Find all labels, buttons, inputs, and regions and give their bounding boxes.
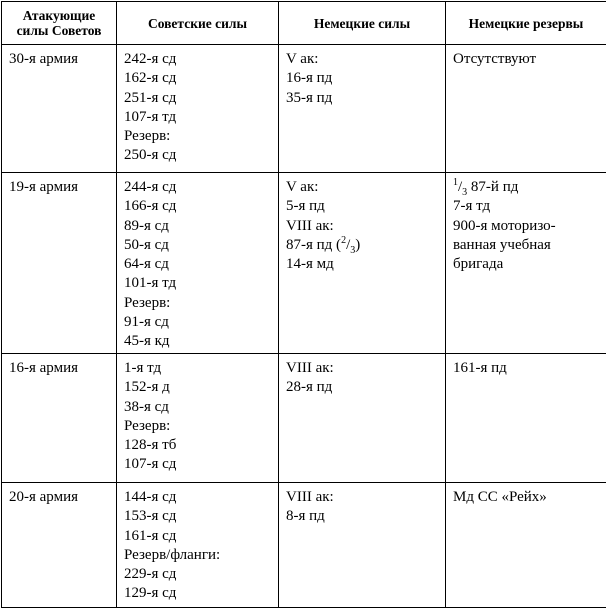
header-soviet-forces [117, 2, 279, 45]
unit-line: 64-я сд [124, 255, 274, 274]
unit-line: 244-я сд [124, 178, 274, 197]
unit-line: 229-я сд [124, 565, 274, 584]
unit-line: 250-я сд [124, 146, 274, 165]
unit-line: Отсутствуют [453, 50, 602, 69]
unit-line: 161-я сд [124, 527, 274, 546]
german-forces-cell [279, 354, 446, 483]
unit-line: 153-я сд [124, 507, 274, 526]
unit-line: 900-я моторизо- [453, 217, 602, 236]
unit-line: Резерв: [124, 294, 274, 313]
german-forces-cell [279, 483, 446, 608]
soviet-forces-cell [117, 45, 279, 173]
unit-line: Резерв: [124, 417, 274, 436]
german-forces-cell [279, 173, 446, 354]
unit-line: 129-я сд [124, 584, 274, 603]
german-reserves-cell [446, 173, 606, 354]
soviet-forces-cell [117, 354, 279, 483]
header-text: Советские силы [117, 16, 278, 31]
table-row [2, 483, 606, 608]
fraction: $^2/_3$ [341, 237, 355, 253]
german-forces-cell [279, 45, 446, 173]
unit-line: 144-я сд [124, 488, 274, 507]
unit-line: V ак: [286, 50, 441, 69]
unit-line: 107-я сд [124, 455, 274, 474]
unit-line: 16-я пд [286, 69, 441, 88]
unit-line: Резерв: [124, 127, 274, 146]
unit-line: Мд СС «Рейх» [453, 488, 602, 507]
header-german-forces [279, 2, 446, 45]
header-text: Немецкие силы [279, 16, 445, 31]
unit-line: бригада [453, 255, 602, 274]
unit-line: 101-я тд [124, 274, 274, 293]
unit-line: 152-я д [124, 378, 274, 397]
unit-line: 87-я пд $(^2/_3)$ [286, 236, 441, 255]
forces-table [1, 1, 606, 608]
unit-line: 128-я тб [124, 436, 274, 455]
header-attacking-forces [2, 2, 117, 45]
army-cell [2, 45, 117, 173]
unit-line: $^1/_3$ 87-й пд [453, 178, 602, 197]
army-cell [2, 483, 117, 608]
army-cell [2, 173, 117, 354]
german-reserves-cell [446, 483, 606, 608]
unit-line: V ак: [286, 178, 441, 197]
soviet-forces-cell [117, 483, 279, 608]
unit-line: 107-я тд [124, 108, 274, 127]
unit-line: 8-я пд [286, 507, 441, 526]
unit-line: 14-я мд [286, 255, 441, 274]
army-label: 20-я армия [9, 488, 112, 507]
unit-line: 5-я пд [286, 197, 441, 216]
german-reserves-cell [446, 45, 606, 173]
unit-line: 162-я сд [124, 69, 274, 88]
unit-line: 1-я тд [124, 359, 274, 378]
header-text: Атакующие [2, 8, 116, 23]
unit-line: VIII ак: [286, 488, 441, 507]
army-label: 30-я армия [9, 50, 112, 69]
unit-line: Резерв/фланги: [124, 546, 274, 565]
unit-line: 50-я сд [124, 236, 274, 255]
unit-line: 91-я сд [124, 313, 274, 332]
unit-line: 166-я сд [124, 197, 274, 216]
soviet-forces-cell [117, 173, 279, 354]
unit-line: VIII ак: [286, 217, 441, 236]
table-row [2, 45, 606, 173]
header-row [2, 2, 606, 45]
header-text: Немецкие резервы [446, 16, 606, 31]
army-cell [2, 354, 117, 483]
unit-line: 38-я сд [124, 398, 274, 417]
unit-line: 242-я сд [124, 50, 274, 69]
header-german-reserves [446, 2, 606, 45]
unit-line: VIII ак: [286, 359, 441, 378]
unit-line: 89-я сд [124, 217, 274, 236]
header-text: силы Советов [2, 23, 116, 38]
army-label: 16-я армия [9, 359, 112, 378]
unit-line: 28-я пд [286, 378, 441, 397]
table-row [2, 173, 606, 354]
unit-line: 7-я тд [453, 197, 602, 216]
table-row [2, 354, 606, 483]
fraction: $^1/_3$ [453, 179, 467, 195]
unit-line: 251-я сд [124, 89, 274, 108]
unit-line: ванная учебная [453, 236, 602, 255]
unit-line: 35-я пд [286, 89, 441, 108]
german-reserves-cell [446, 354, 606, 483]
unit-line: 161-я пд [453, 359, 602, 378]
army-label: 19-я армия [9, 178, 112, 197]
unit-line: 45-я кд [124, 332, 274, 351]
